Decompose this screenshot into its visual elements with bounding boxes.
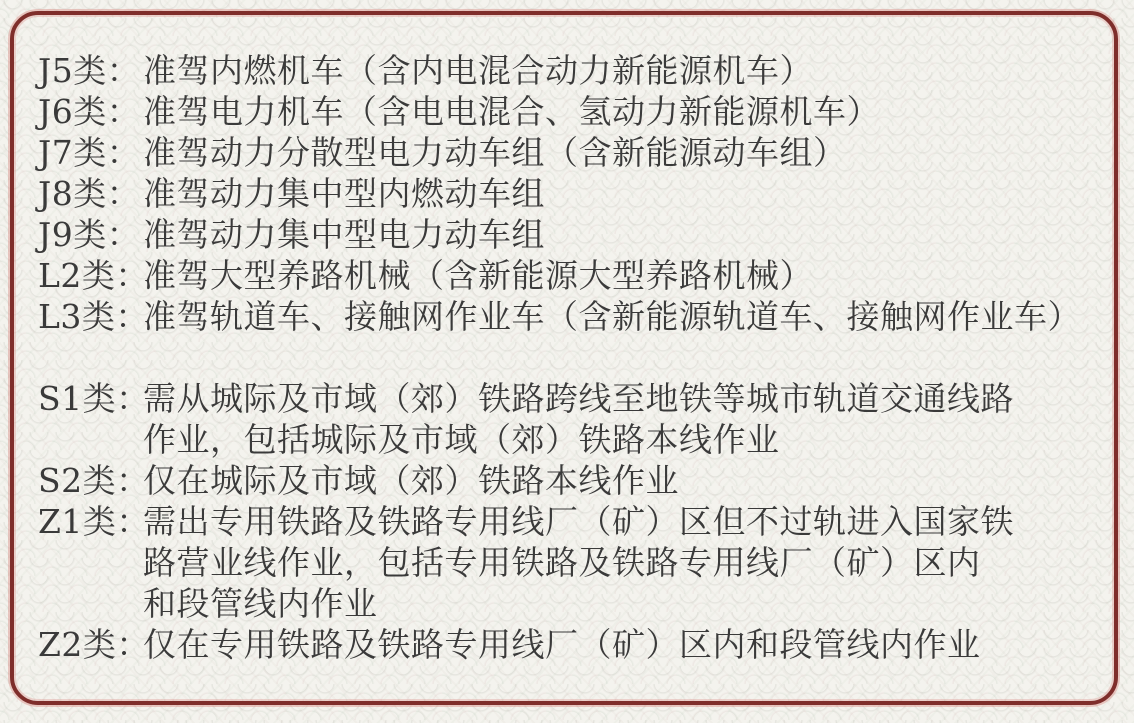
category-entry-j6 <box>38 91 1100 132</box>
category-text-line: 准驾动力分散型电力动车组（含新能源动车组） <box>143 133 847 172</box>
category-text-line: 准驾动力集中型电力动车组 <box>143 215 545 254</box>
category-entry-l3 <box>38 296 1100 337</box>
category-entry-z2 <box>38 624 1100 665</box>
category-code: J6类： <box>38 92 141 131</box>
category-text-line: 准驾动力集中型内燃动车组 <box>143 174 545 213</box>
category-text-line: 仅在城际及市域（郊）铁路本线作业 <box>143 461 679 500</box>
category-code: Z2类： <box>38 625 150 664</box>
category-entry-j8 <box>38 173 1100 214</box>
category-text-line: 准驾电力机车（含电电混合、氢动力新能源机车） <box>143 92 880 131</box>
category-entry-l2 <box>38 255 1100 296</box>
category-code: J8类： <box>38 174 141 213</box>
category-code: S2类： <box>38 461 150 500</box>
category-code: Z1类： <box>38 502 150 541</box>
category-entry-j7 <box>38 132 1100 173</box>
category-text-line: 路营业线作业，包括专用铁路及铁路专用线厂（矿）区内 <box>143 543 981 582</box>
category-text-line: 和段管线内作业 <box>143 584 378 623</box>
category-code: L3类： <box>38 297 149 336</box>
category-entry-s1 <box>38 378 1100 460</box>
category-text-line: 仅在专用铁路及铁路专用线厂（矿）区内和段管线内作业 <box>143 625 981 664</box>
category-code: J9类： <box>38 215 141 254</box>
category-code: L2类： <box>38 256 149 295</box>
category-code: J7类： <box>38 133 141 172</box>
category-text-line: 准驾内燃机车（含内电混合动力新能源机车） <box>143 51 813 90</box>
license-categories-list <box>38 50 1100 665</box>
category-text-line: 需从城际及市域（郊）铁路跨线至地铁等城市轨道交通线路 <box>143 379 1014 418</box>
category-entry-s2 <box>38 460 1100 501</box>
category-text-line: 作业，包括城际及市域（郊）铁路本线作业 <box>143 420 780 459</box>
category-code: S1类： <box>38 379 150 418</box>
category-text-line: 需出专用铁路及铁路专用线厂（矿）区但不过轨进入国家铁 <box>143 502 1014 541</box>
category-entry-z1 <box>38 501 1100 624</box>
category-text-line: 准驾轨道车、接触网作业车（含新能源轨道车、接触网作业车） <box>143 297 1081 336</box>
category-code: J5类： <box>38 51 141 90</box>
category-entry-j5 <box>38 50 1100 91</box>
category-entry-j9 <box>38 214 1100 255</box>
category-text-line: 准驾大型养路机械（含新能源大型养路机械） <box>143 256 813 295</box>
